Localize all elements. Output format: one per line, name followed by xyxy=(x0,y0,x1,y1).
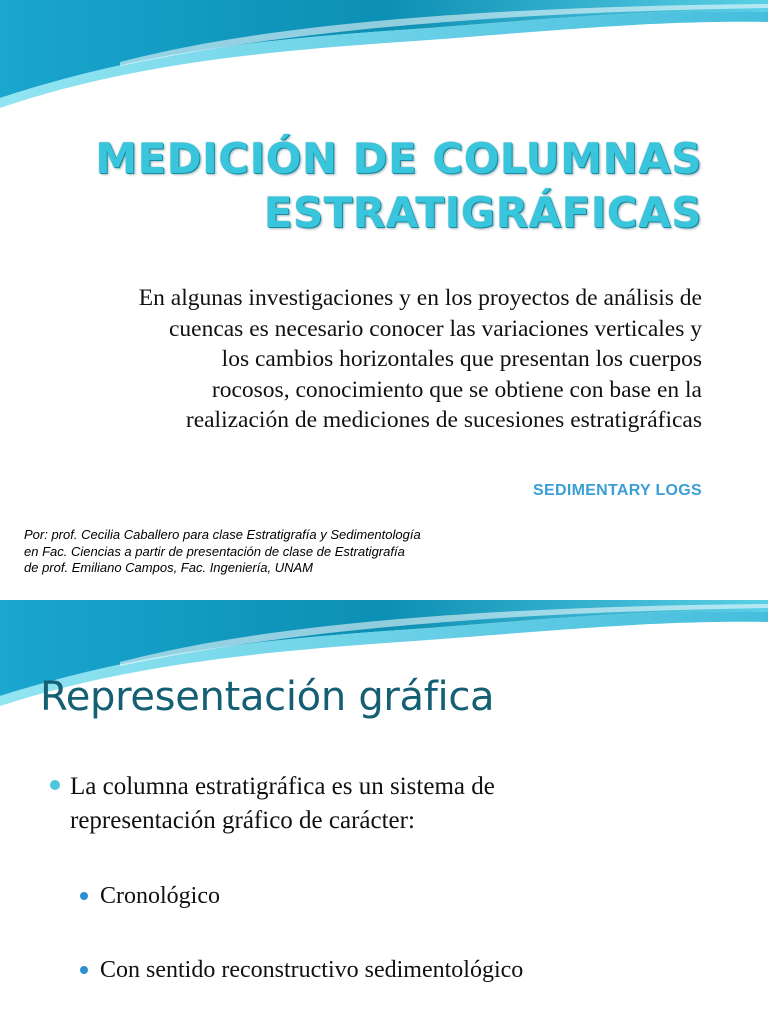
sub-bullet-dot-icon xyxy=(80,966,88,974)
bullet-line: La columna estratigráfica es un sistema de xyxy=(70,773,495,800)
slide-2-title: Representación gráfica xyxy=(40,674,495,720)
slide-title xyxy=(95,132,702,240)
intro-paragraph xyxy=(22,283,702,436)
sub-bullet-text: Cronológico xyxy=(100,883,220,909)
credit-line: en Fac. Ciencias a partir de presentación de clase de Estratigrafía xyxy=(24,543,405,559)
intro-line: realización de mediciones de sucesiones estratigráficas xyxy=(185,407,702,434)
bullet-text xyxy=(70,770,495,838)
credit-line: de prof. Emiliano Campos, Fac. Ingeniería, UNAM xyxy=(24,560,314,576)
sub-bullet-text: Con sentido reconstructivo sedimentológico xyxy=(100,957,524,983)
intro-line: En algunas investigaciones y en los proyectos de análisis de xyxy=(138,285,702,311)
intro-line: los cambios horizontales que presentan los cuerpos xyxy=(221,346,702,373)
bullet-line: representación gráfico de carácter: xyxy=(70,807,415,834)
wave-header-decoration xyxy=(0,0,768,110)
intro-line: cuencas es necesario conocer las variaciones verticales y xyxy=(168,315,702,342)
bullet-dot-icon xyxy=(50,780,60,790)
credits-text xyxy=(24,527,421,577)
sub-bullet-dot-icon xyxy=(80,892,88,900)
slide-subtitle: SEDIMENTARY LOGS xyxy=(533,482,702,499)
slide-title-line-1: MEDICIÓN DE COLUMNAS xyxy=(95,134,702,183)
slide-title-line-2: ESTRATIGRÁFICAS xyxy=(263,188,702,237)
intro-line: rocosos, conocimiento que se obtiene con base en la xyxy=(211,376,702,403)
credit-line: Por: prof. Cecilia Caballero para clase Estratigrafía y Sedimentología xyxy=(24,527,421,542)
